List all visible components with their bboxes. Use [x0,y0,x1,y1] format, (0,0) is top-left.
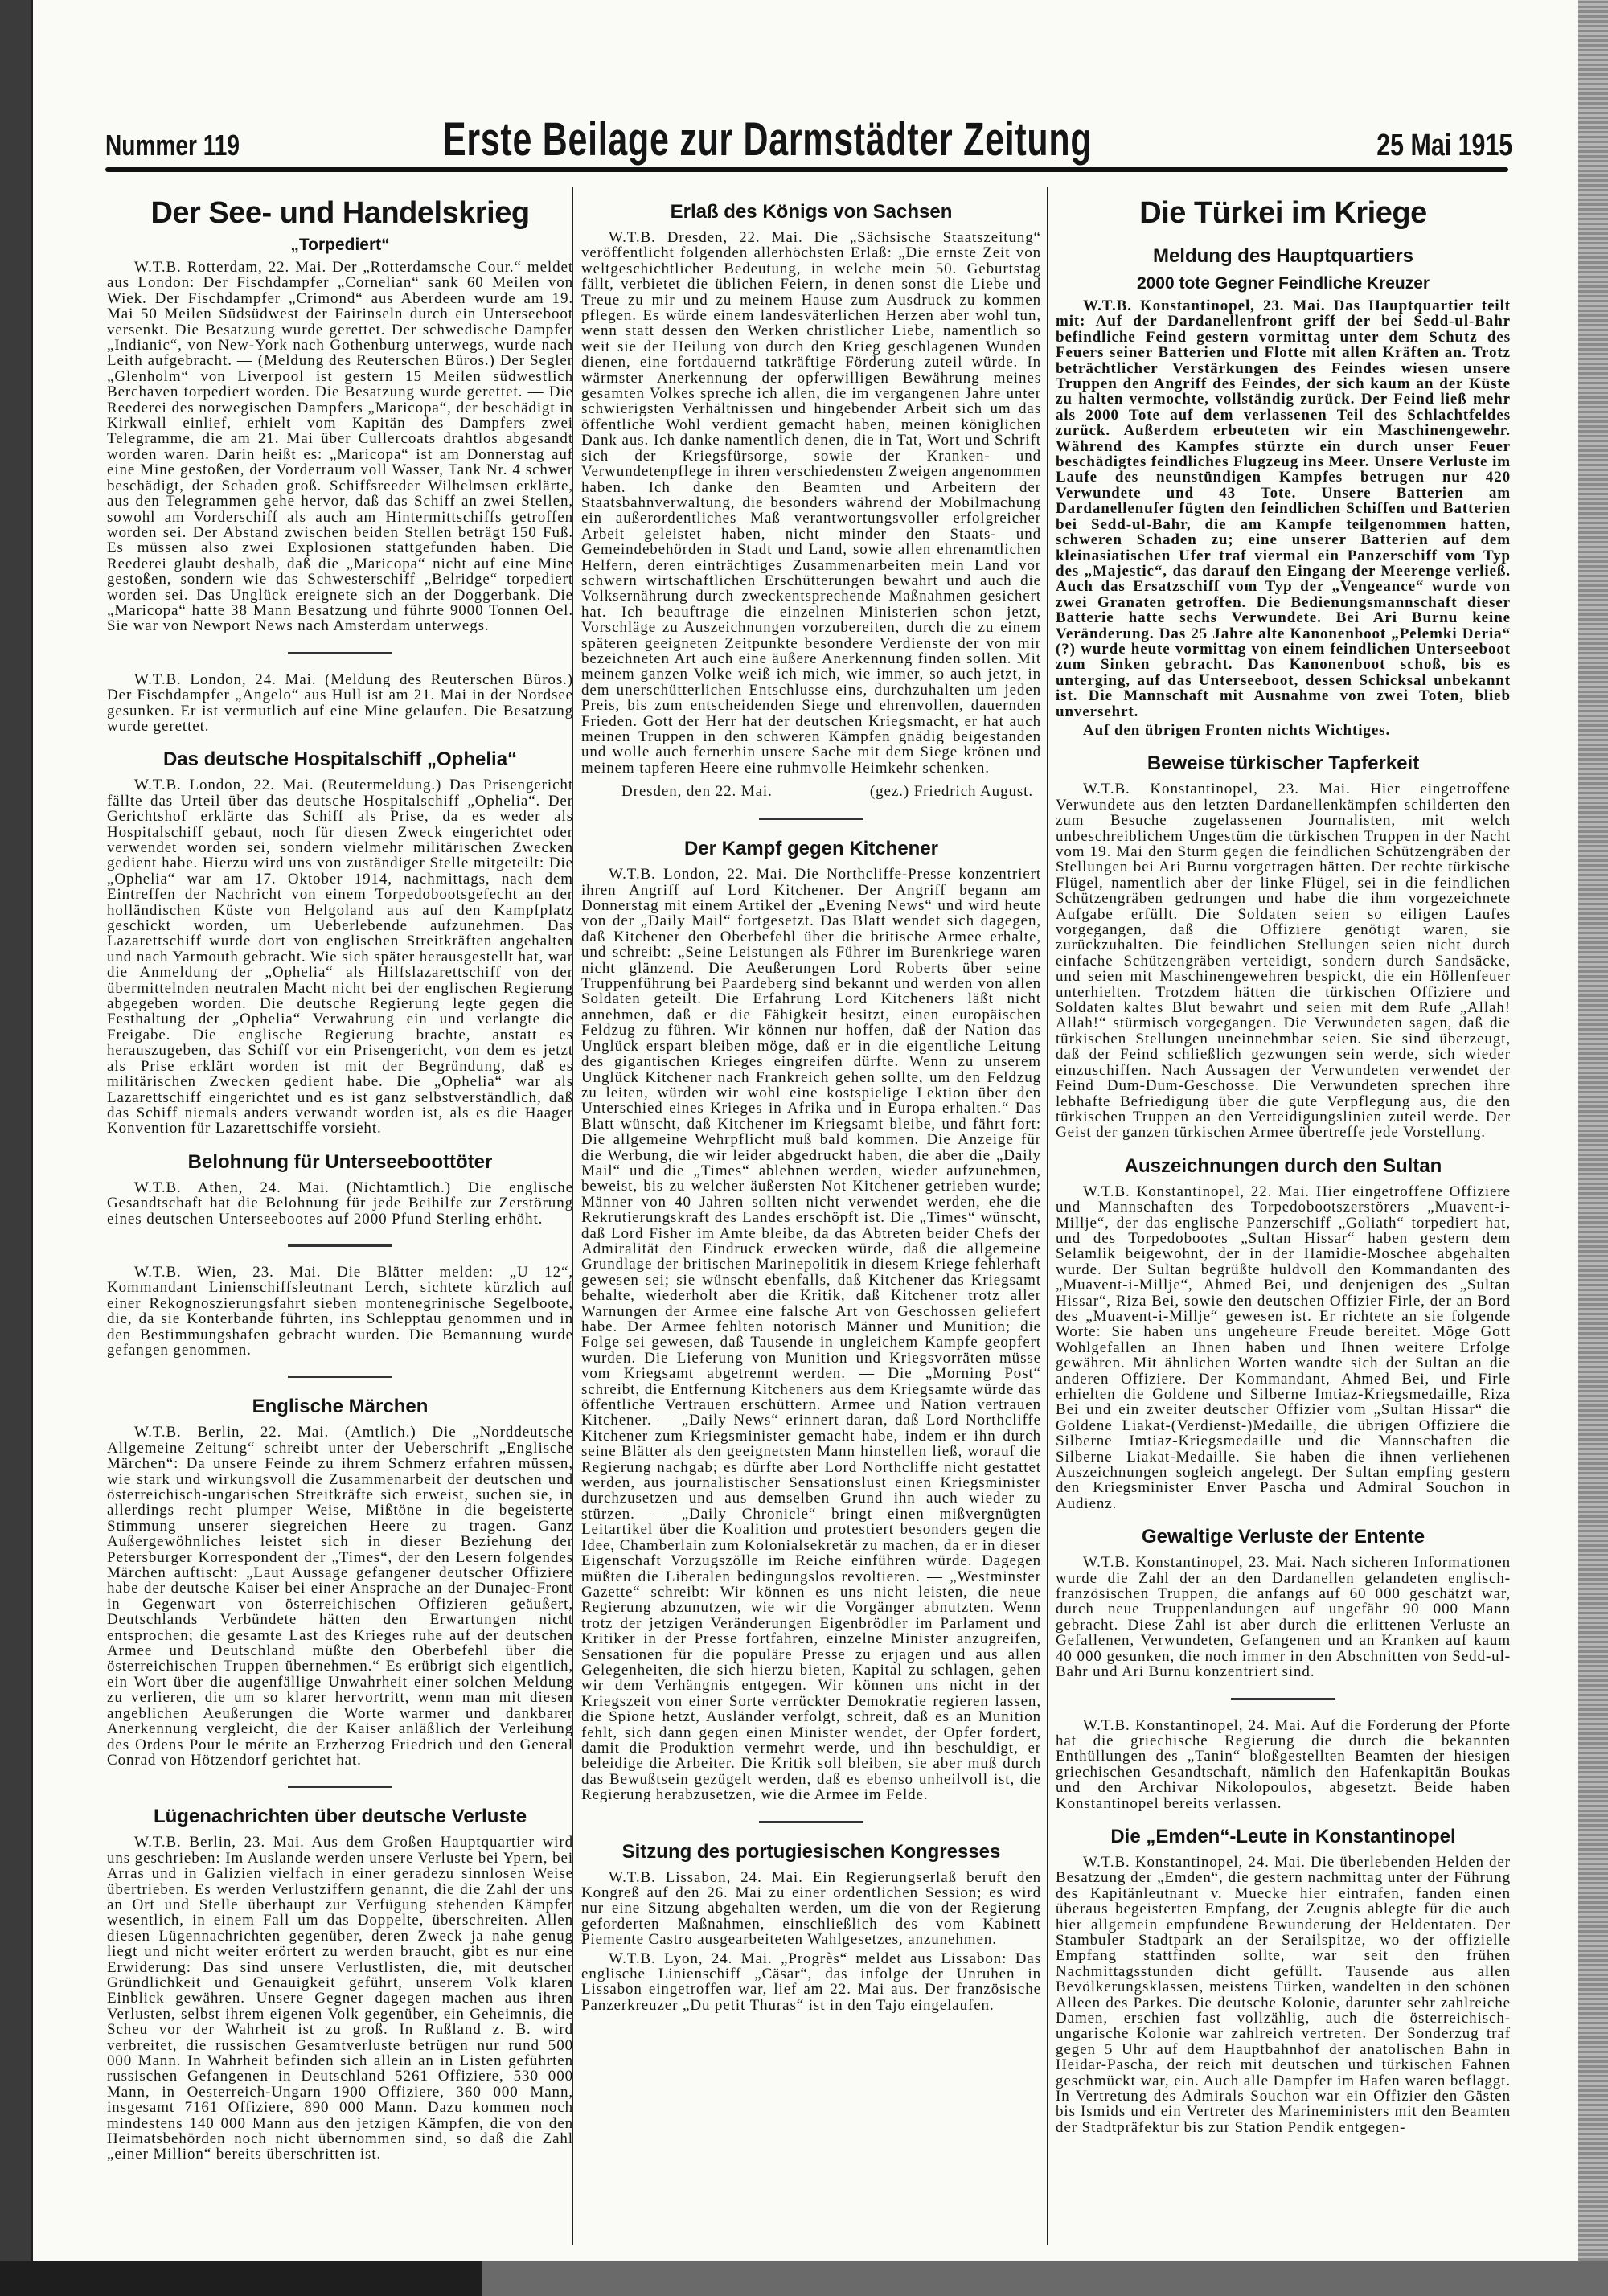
article-separator [288,1244,392,1247]
article-paragraph: W.T.B. Lissabon, 24. Mai. Ein Regierungserlaß beruft den Kongreß auf den 26. Mai zu einer ordentlichen Session; es wird nur eine Sitzung abgehalten werden, um die von der Regierung geforderten Maßnahmen, einschließlich des vom Kabinett Piemente Castro ausgearbeiteten Wahlgesetzes, anzunehmen. [581,1868,1041,1949]
article-paragraph: W.T.B. Konstantinopel, 24. Mai. Auf die Forderung der Pforte hat die griechische Regierung die durch die bekannten Enthüllungen des „Tanin“ bloßgestellten Beamten der hiesigen griechischen Gesandtschaft, nämlich den Hafenkapitän Boukas und den Archivar Nikolopoulos, abgesetzt. Beide haben Konstantinopel bereits verlassen. [1056,1716,1511,1812]
article-headline: Das deutsche Hospitalschiff „Ophelia“ [162,748,518,771]
article-headline: Sitzung des portugiesischen Kongresses [621,1840,1001,1863]
article-headline: Beweise türkischer Tapferkeit [1147,752,1420,775]
article-paragraph: W.T.B. Dresden, 22. Mai. Die „Sächsische Staatszeitung“ veröffentlicht folgenden allerhöchsten Erlaß: „Die ernste Zeit von weltgeschichtlicher Bedeutung, in welche mein 50. Geburtstag fällt, verbietet die üblichen Feiern, in denen sonst die Liebe und Treue zu mir und zu meinem Hause zum Ausdruck zu kommen pflegen. Es würde einem landesväterlichen Herzen aber wohl tun, wenn statt dessen den Werken christlicher Liebe, namentlich so weit sie der Heilung von durch den Krieg geschlagenen Wunden dienen, eine fortdauernd tatkräftige Förderung zuteil würde. In wärmster Anerkennung der opferwilligen Bewährung meines gesamten Volkes spreche ich allen, die im vergangenen Jahre unter schwierigsten Verhältnissen und hingebender Arbeit sich um das öffentliche Wohl verdient gemacht haben, meinen königlichen Dank aus. Ich danke namentlich denen, die in Tat, Wort und Schrift sich der Kriegsfürsorge, sowie der Kranken- und Verwundetenpflege in ihren verschiedensten Zweigen angenommen haben. Ich danke den Beamten und Arbeitern der Staatsbahnverwaltung, die besonders während der Mobilmachung ein außerordentliches Maß verantwortungsvoller erfolgreicher Arbeit geleistet haben, nicht minder den Staats- und Gemeindebehörden in Stadt und Land, sowie allen ehrenamtlichen Helfern, deren einträchtiges Zusammenarbeiten mein Land vor schwern wirtschaftlichen Erschütterungen bewahrt und auch die Volksernährung durch zweckentsprechende Maßnahmen gesichert hat. Ich beauftrage die einzelnen Ministerien schon jetzt, Vorschläge zu Auszeichnungen vorzubereiten, durch die zu einem späteren geeigneten Zeitpunkte besondere Verdienste der von mir bezeichneten Art auch eine äußere Anerkennung finden sollen. Mit meinem ganzen Volke weiß ich mich, wie immer, so auch jetzt, in dem unerschütterlichen Entschlusse eins, durchzuhalten um jeden Preis, bis zum entscheidenden Siege und ehrenvollen, dauernden Frieden. Gott der Herr hat der deutschen Kriegsmacht, er hat auch meinen Truppen in den schweren Kämpfen gnädig beigestanden und wolle auch fernerhin unsere Sache mit dem Siege krönen und meinem tapferen Heere eine ruhmvolle Heimkehr schenken. [581,229,1041,777]
article-paragraph: W.T.B. Athen, 24. Mai. (Nichtamtlich.) Die englische Gesandtschaft hat die Belohnung für jede Beihilfe zur Zerstörung eines deutschen Unterseebootes auf 2000 Pfund Sterling erhöht. [107,1179,573,1228]
article-headline: Belohnung für Unterseeboottöter [187,1150,493,1173]
article-headline: Meldung des Hauptquartiers [1152,245,1414,267]
article-paragraph: W.T.B. Konstantinopel, 23. Mai. Hier eingetroffene Verwundete aus den letzten Dardanellenkämpfen schilderten den zum Besuche zugelassenen Journalisten, mit welch unbeschreiblichem Ungestüm die türkischen Truppen in der Nacht vom 19. Mai den Sturm gegen die feindlichen Schützengräben der Stellungen bei Ari Burnu vorgetragen hätten. Der rechte türkische Flügel, namentlich aber der linke Flügel, sei in die feindlichen Schützengräben gedrungen und habe die ihm vorgezeichnete Aufgabe erfüllt. Die Soldaten seien so eiligen Laufes vorgegangen, daß die Offiziere genötigt waren, sie zurückzuhalten. Die feindlichen Stellungen seien nicht durch einfache Schützengräben verteidigt, sondern durch Sandsäcke, und seien mit Maschinengewehren bespickt, die ein Höllenfeuer unterhielten. Trotzdem hätten die türkischen Offiziere und Soldaten kaltes Blut bewahrt und seien mit dem Rufe „Allah! Allah!“ stürmisch vorgegangen. Die Verwundeten sagen, daß die türkischen Stellungen uneinnehmbar seien. Sie sind überzeugt, daß der Feind schließlich gezwungen sein werde, sich wieder einzuschiffen. Nach Aussagen der Verwundeten verwendet der Feind Dum-Dum-Geschosse. Die Verwundeten sprechen ihre lebhafte Befriedigung über die gute Verpflegung aus, die den türkischen Truppen an den Verteidigungslinien zuteil werde. Der Geist der ganzen türkischen Armee übertreffe jede Vorstellung. [1056,781,1511,1142]
article-paragraph: W.T.B. Konstantinopel, 22. Mai. Hier eingetroffene Offiziere und Mannschaften des Torpedobootszerstörers „Muavent-i-Millje“, der das englische Panzerschiff „Goliath“ torpediert hat, und des Torpedobootes „Sultan Hissar“ haben gestern dem Selamlik beigewohnt, der in der Hamidie-Moschee abgehalten wurde. Der Sultan begrüßte huldvoll den Kommandanten des „Muavent-i-Millje“, Ahmed Bei, und denjenigen des „Sultan Hissar“, Riza Bei, sowie den deutschen Offizier Firle, der an Bord des „Muavent-i-Millje“ gewesen ist. Er richtete an sie folgende Worte: Sie haben uns ungeheure Freude bereitet. Möge Gott Wohlgefallen an Ihnen haben und Ihnen weitere Erfolge gewähren. Mit ähnlichen Worten wandte sich der Sultan an die anderen Offiziere. Der Kommandant, Ahmed Bei, und Firle erhielten die Goldene und Silberne Imtiaz-Kriegsmedaille, Riza Bei und ein zweiter deutscher Offizier vom „Sultan Hissar“ die Goldene Liakat-(Verdienst-)Medaille, die übrigen Offiziere die Silberne Imtiaz-Kriegsmedaille und die Mannschaften die Silberne Liakat-Medaille. Sie haben die ihnen verliehenen Auszeichnungen sogleich angelegt. Der Sultan empfing gestern den Kriegsminister Enver Pascha und Admiral Souchon in Audienz. [1056,1183,1511,1512]
article-paragraph: W.T.B. London, 22. Mai. Die Northcliffe-Presse konzentriert ihren Angriff auf Lord Kitchener. Der Angriff begann am Donnerstag mit einem Artikel der „Evening News“ und wird heute von der „Daily Mail“ fortgesetzt. Das Blatt wendet sich dagegen, daß Kitchener den Oberbefehl über die britische Armee erhalte, und schreibt: „Seine Leistungen als Führer im Burenkriege waren nicht glänzend. Die Aeußerungen Lord Roberts über seine Truppenführung bei Paardeberg sind bekannt und werden von allen Soldaten geteilt. Die Erfahrung Lord Kitcheners läßt nicht annehmen, daß er die Fähigkeit besitzt, einen europäischen Feldzug zu führen. Wir können nur hoffen, daß der Nation das Unglück erspart bleiben möge, daß er in die eigentliche Leitung des gigantischen Krieges eingreifen dürfte. Wenn zu unserem Unglück Kitchener nach Frankreich gehen sollte, um den Feldzug zu leiten, würden wir wohl eine kostspielige Lektion über den Unterschied eines Krieges in Afrika und in Europa erhalten.“ Das Blatt wünscht, daß Kitchener im Kriegsamt bleibe, und fährt fort: Die allgemeine Wehrpflicht muß bald kommen. Die Anzeige für die Werbung, die wir leider abgedruckt haben, die aber die „Daily Mail“ und die „Times“ ablehnen werden, wieder aufzunehmen, beweist, bis zu welcher äußersten Not Kitchener getrieben wurde; Männer von 40 Jahren sollten nicht verwendet werden, ehe die Rekrutierungskraft des Landes erschöpft ist. Die „Times“ wünscht, daß Lord Fisher im Amte bleibe, da das Abtreten beider Chefs der Admiralität den Eindruck erwecken würde, daß die allgemeine Grundlage der britischen Marinepolitik in diesem Kriege fehlerhaft gewesen sei; sie wünscht ebenfalls, daß Kitchener das Kriegsamt behalte, wiederholt aber die Kritik, daß Kitchener trotz aller Warnungen der Armee eine falsche Art von Geschossen geliefert habe. Der Armee fehlten notorisch Männer und Munition; die Folge sei gewesen, daß Tausende in ungleichem Kampfe geopfert wurden. Die Lieferung von Munition und Kriegsvorräten müsse vom Kriegsamt abgetrennt werden. — Die „Morning Post“ schreibt, die Entfernung Kitcheners aus dem Kriegsamte würde das öffentliche Vertrauen erschüttern. Armee und Nation vertrauen Kitchener. — „Daily News“ erinnert daran, daß Lord Northcliffe Kitchener zum Kriegsminister gemacht habe, indem er ihn durch seine Blätter als den geeignetsten Mann hinstellen ließ, worauf die Regierung nachgab; es dürfte aber Lord Northcliffe nicht gestattet werden, aus journalistischer Sensationslust einen Kriegsminister durchzusetzen und aus demselben Grund ihn auch wieder zu stürzen. — „Daily Chronicle“ bringt einen mißvergnügten Leitartikel über die Koalition und protestiert besonders gegen die Idee, Chamberlain zum Kolonialsekretär zu machen, da er in dieser Eigenschaft Vorzugszölle im Reiche einführen würde. Dagegen müßten die Liberalen bedingungslos revoltieren. — „Westminster Gazette“ schreibt: Wir können es uns nicht leisten, die neue Regierung abzunutzen, wie wir die Vorgänger abnutzten. Wenn trotz der jetzigen Veränderungen Eigenbrödler im Parlament und Kritiker in der Presse fortfahren, einzelne Minister anzugreifen, Sensationen für die populäre Presse zu erjagen und aus allen Gelegenheiten, die sich hierzu bieten, Kapital zu schlagen, gehen wir dem Verhängnis entgegen. Wir können uns nicht in der Kriegszeit von einer Sorte verrückter Demokratie regieren lassen, die Spione hetzt, Ausländer verfolgt, schreit, daß es an Munition fehlt, sich dann gegen einen Minister wendet, der Opfer fordert, damit die Produktion vermehrt werde, und ihn beschuldigt, er beleidige die Arbeiter. Die Kritik soll bleiben, sie aber muß durch das Bewußtsein gezügelt werden, daß es ebenso unheilvoll ist, die Regierung herabzusetzen, wie die Armee im Felde. [581,866,1041,1804]
column-3 [1056,187,1511,2138]
section-headline: Der See- und Handelskrieg [150,196,530,230]
signature-place-date: Dresden, den 22. Mai. [621,783,773,801]
newspaper-page [31,0,1581,2261]
article-separator [288,1376,392,1378]
article-headline: Gewaltige Verluste der Entente [1141,1526,1425,1548]
article-separator [288,652,392,654]
article-headline: Der Kampf gegen Kitchener [683,838,939,860]
article-paragraph: W.T.B. Wien, 23. Mai. Die Blätter melden: „U 12“, Kommandant Linienschiffsleutnant Lerch, sichtete kürzlich auf einer Rekognoszierungsfahrt sieben montenegrinische Segelboote, die, da sie Konterbande führten, ins Schlepptau genommen und in den Bestimmungshafen gebracht wurden. Die Bemannung wurde gefangen genommen. [107,1263,573,1359]
column-2 [581,187,1041,2016]
article-paragraph: W.T.B. Rotterdam, 22. Mai. Der „Rotterdamsche Cour.“ meldet aus London: Der Fischdampfer „Cornelian“ sank 60 Meilen von Wiek. Der Fischdampfer „Crimond“ aus Aberdeen wurde am 19. Mai 50 Meilen Südsüdwest der Fairinseln durch ein Unterseeboot versenkt. Die Besatzung wurde gerettet. Der schwedische Dampfer „Indianic“, von New-York nach Gothenburg unterwegs, wurde nach Leith aufgebracht. — (Meldung des Reuterschen Büros.) Der Segler „Glenholm“ von Liverpool ist gestern 15 Meilen südwestlich Berchaven torpediert worden. Die Besatzung wurde gerettet. — Die Reederei des norwegischen Dampfers „Maricopa“, der beschädigt in Kirkwall einlief, erhielt vom Kapitän des Dampfers zwei Telegramme, die am 21. Mai über Cullercoats drahtlos abgesandt worden waren. Darin heißt es: „Maricopa“ ist am Donnerstag auf eine Mine gestoßen, der Vorderraum voll Wasser, Tank Nr. 4 schwer beschädigt, der Schaden groß. Schiffsreeder Wilhelmsen erklärte, aus den Telegrammen gehe hervor, daß das Schiff an zwei Stellen, sowohl am Vorderschiff als auch am Hintermittschiffs getroffen worden sei. Der Abstand zwischen beiden Stellen beträgt 150 Fuß. Es müssen also zwei Explosionen stattgefunden haben. Die Reederei glaubt deshalb, daß die „Maricopa“ nicht auf eine Mine gestoßen, sondern wie das Schwesterschiff „Belridge“ torpediert worden sei. Das Unglück ereignete sich an der Doggerbank. Die „Maricopa“ hatte 38 Mann Besatzung und führte 9000 Tonnen Oel. Sie war von Newport News nach Amsterdam unterwegs. [107,259,573,635]
article-headline: Erlaß des Königs von Sachsen [670,201,953,223]
article-paragraph: W.T.B. Lyon, 24. Mai. „Progrès“ meldet aus Lissabon: Das englische Linienschiff „Cäsar“, das infolge der Unruhen in Lissabon eingetroffen war, lief am 22. Mai aus. Der französische Panzerkreuzer „Du petit Thuras“ ist in den Tajo eingelaufen. [581,1950,1041,2014]
newspaper-title: Erste Beilage zur Darmstädter Zeitung [443,113,1093,166]
article-paragraph: W.T.B. Berlin, 22. Mai. (Amtlich.) Die „Norddeutsche Allgemeine Zeitung“ schreibt unter der Ueberschrift „Englische Märchen“: Da unsere Feinde zu ihrem Schmerz erfahren müssen, wie stark und wirkungsvoll die Zusammenarbeit der deutschen und österreichisch-ungarischen Streitkräfte sich erweist, suchen sie, in allerdings recht plumper Weise, Mißtöne in die begeisterte Stimmung unserer siegreichen Heere zu tragen. Ganz Außergewöhnliches leistet sich in dieser Beziehung der Petersburger Korrespondent der „Times“, der den Lesern folgendes Märchen auftischt: „Laut Aussage gefangener deutscher Offiziere habe der deutsche Kaiser bei einer Ansprache an der Dunajec-Front in Gegenwart von österreichischen Offizieren geäußert, Deutschlands Verbündete hätten den Erwartungen nicht entsprochen; die gesamte Last des Krieges ruhe auf der deutschen Armee und Deutschland müßte den Oberbefehl über die österreichischen Truppen übernehmen.“ Es erübrigt sich eigentlich, ein Wort über die augenfällige Unwahrheit einer solchen Meldung zu verlieren, die um so klarer hervortritt, wenn man mit diesen angeblichen Aeußerungen die Worte warmer und dankbarer Anerkennung vergleicht, die der Kaiser anläßlich der Verleihung des Ordens Pour le mérite an Erzherzog Friedrich und den General Conrad von Hötzendorf gerichtet hat. [107,1424,573,1769]
column-1 [107,187,573,2166]
signature-line [581,779,1041,800]
subheadline: „Torpediert“ [290,236,390,254]
article-headline: Die „Emden“-Leute in Konstantinopel [1110,1825,1456,1847]
scan-edge [1578,0,1608,2261]
masthead [105,113,1512,169]
subheadline: 2000 tote Gegner Feindliche Kreuzer [1136,274,1430,293]
article-separator [288,1786,392,1788]
article-separator [759,818,863,820]
article-paragraph: W.T.B. London, 24. Mai. (Meldung des Reuterschen Büros.) Der Fischdampfer „Angelo“ aus Hull ist am 21. Mai in der Nordsee gesunken. Er ist vermutlich auf eine Mine gelaufen. Die Besatzung wurde gerettet. [107,670,573,735]
article-headline: Lügenachrichten über deutsche Verluste [153,1806,527,1828]
article-paragraph: W.T.B. London, 22. Mai. (Reutermeldung.) Das Prisengericht fällte das Urteil über das deutsche Hospitalschiff „Ophelia“. Der Gerichtshof erklärte das Schiff als Prise, da es weder als Hospitalschiff gebaut, noch für diesen Zweck eingerichtet oder verwendet worden sei, sondern vielmehr militärischen Zwecken gedient habe. Hierzu wird uns von zuständiger Stelle mitgeteilt: Die „Ophelia“ war am 17. Oktober 1914, nachmittags, nach dem Eintreffen der Nachricht von einem Torpedobootsgefecht an der holländischen Küste von Helgoland aus auf den Kampfplatz geschickt worden, um Ueberlebende aufzunehmen. Das Lazarettschiff wurde dort von englischen Streitkräften angehalten und nach Yarmouth gebracht. Wie sich später herausgestellt hat, war die Anmeldung der „Ophelia“ als Hilfslazarettschiff von der übermittelnden neutralen Macht nicht bei der englischen Regierung abgegeben worden. Die deutsche Regierung legte gegen die Festhaltung der „Ophelia“ Verwahrung ein und verlangte die Freigabe. Die englische Regierung brachte, anstatt es herauszugeben, das Schiff vor ein Prisengericht, von dem es jetzt als Prise erklärt worden ist mit der Begründung, daß es militärischen Zwecken gedient habe. Die „Ophelia“ war als Lazarettschiff eingerichtet und es ist ganz selbstverständlich, daß das Schiff niemals anders verwandt worden ist, als es die Haager Konvention für Lazarettschiffe vorsieht. [107,777,573,1138]
article-headline: Englische Märchen [252,1396,429,1418]
scan-background [0,2261,1608,2296]
issue-date: 25 Mai 1915 [1376,129,1512,162]
article-paragraph: W.T.B. Konstantinopel, 23. Mai. Nach sicheren Informationen wurde die Zahl der an den Dardanellen gelandeten englisch-französischen Truppen, die anfangs auf 60 000 geschätzt war, durch neue Truppenlandungen auf ungefähr 90 000 Mann gebracht. Diese Zahl ist aber durch die erlittenen Verluste an Gefallenen, Verwundeten, Gefangenen und an Kranken auf kaum 40 000 gesunken, die noch immer in den Abschnitten von Sedd-ul-Bahr und Ari Burnu konzentriert sind. [1056,1554,1511,1681]
article-headline: Auszeichnungen durch den Sultan [1124,1154,1442,1177]
section-headline: Die Türkei im Kriege [1139,196,1427,230]
issue-number: Nummer 119 [105,129,240,162]
article-paragraph: W.T.B. Konstantinopel, 24. Mai. Die überlebenden Helden der Besatzung der „Emden“, die gestern nachmittag unter der Führung des Kapitänleutnant v. Muecke hier eintrafen, fanden einen überaus begeisterten Empfang, der Zeugnis ablegte für die auch hier allgemein empfundene Bewunderung der Heldentaten. Der Stambuler Stadtpark an der Serailspitze, wo der offizielle Empfang stattfinden sollte, war seit den frühen Nachmittagsstunden dicht gefüllt. Tausende aus allen Bevölkerungsklassen, meistens Türken, wandelten in den schönen Alleen des Parkes. Die deutsche Kolonie, darunter sehr zahlreiche Damen, erschien fast vollzählig, auch die österreichisch-ungarische Kolonie war zahlreich vertreten. Der Sonderzug traf gegen 5 Uhr auf dem Hauptbahnhof der anatolischen Bahn in Heidar-Pascha, der reich mit deutschen und türkischen Fahnen geschmückt war, ein. Auch alle Dampfer im Hafen waren beflaggt. In Vertretung des Admirals Souchon war ein Offizier den Gästen bis Ismids und ein Vertreter des Marineministers mit den Beamten der Stadtpräfektur bis zur Station Pendik entgegen- [1056,1853,1511,2136]
article-paragraph: Auf den übrigen Fronten nichts Wichtiges. [1083,721,1391,739]
signature-name: (gez.) Friedrich August. [869,783,1033,801]
article-separator [1231,1698,1335,1700]
article-separator [759,1821,863,1823]
masthead-rule [105,167,1508,172]
article-paragraph: W.T.B. Berlin, 23. Mai. Aus dem Großen Hauptquartier wird uns geschrieben: Im Auslande werden unsere Verluste bei Ypern, bei Arras und in Galizien vielfach in einer geradezu sinnlosen Weise übertrieben. Es werden Verlustziffern genannt, die die Zahl der uns an Ort und Stelle überhaupt zur Verfügung stehenden Kämpfer wesentlich, in einem Fall um das Doppelte, überschreiten. Allen diesen Lügennachrichten gegenüber, deren Zweck ja nahe genug liegt und nicht weiter erörtert zu werden braucht, gibt es nur eine Erwiderung: Das sind unsere Verlustlisten, die, mit deutscher Gründlichkeit und Genauigkeit geführt, unserem Volk klaren Einblick gewähren. Unsere Gegner dagegen machen aus ihren Verlusten, selbst ihrem eigenen Volk gegenüber, ein Geheimnis, die Scheu vor der Wahrheit ist zu groß. In Rußland z. B. wird verbreitet, die russischen Gesamtverluste betrügen nur rund 500 000 Mann. In Wahrheit befinden sich allein an in Listen geführten russischen Gefangenen in Deutschland 5261 Offiziere, 530 000 Mann, in Oesterreich-Ungarn 1900 Offiziere, 360 000 Mann, insgesamt 7161 Offiziere, 890 000 Mann. Dazu kommen noch mindestens 140 000 Mann aus den jetzigen Kämpfen, die von den Heimatsbehörden noch nicht übernommen sind, so daß die Zahl „einer Million“ bereits überschritten ist. [107,1834,573,2163]
article-paragraph: W.T.B. Konstantinopel, 23. Mai. Das Hauptquartier teilt mit: Auf der Dardanellenfront griff der bei Sedd-ul-Bahr befindliche Feind gestern vormittag unter dem Schutz des Feuers seiner Batterien und Flotte mit allen Kräften an. Trotz beträchtlicher Verstärkungen des Feindes wiesen unsere Truppen den Angriff des Feindes, der sich kaum an der Küste zu halten vermochte, vollständig zurück. Der Feind ließ mehr als 2000 Tote auf dem verlassenen Teil des Schlachtfeldes zurück. Außerdem erbeuteten wir ein Maschinengewehr. Während des Kampfes stürzte ein durch unser Feuer beschädigtes feindliches Flugzeug ins Meer. Unsere Verluste im Laufe des neunstündigen Kampfes betrugen nur 420 Verwundete und 43 Tote. Unsere Batterien am Dardanellenufer fügten den feindlichen Schiffen und Batterien bei Sedd-ul-Bahr, die am Kampfe teilgenommen hatten, schweren Schaden zu; eine unserer Batterien auf dem kleinasiatischen Ufer traf viermal ein Panzerschiff vom Typ des „Majestic“, das darauf den Eingang der Meerenge verließ. Auch das Ersatzschiff vom Typ der „Vengeance“ wurde von zwei Granaten getroffen. Die Bedienungsmannschaft dieser Batterie hatte sechs Verwundete. Bei Ari Burnu keine Veränderung. Das 25 Jahre alte Kanonenboot „Pelemki Deria“ (?) wurde heute vormittag von einem feindlichen Unterseeboot zum Sinken gebracht. Das Kanonenboot schoß, bis es unterging, auf das Unterseeboot, dessen Schicksal unbekannt ist. Die Mannschaft mit Ausnahme von zwei Toten, blieb unversehrt. [1056,297,1511,720]
column-divider [1047,187,1048,2245]
